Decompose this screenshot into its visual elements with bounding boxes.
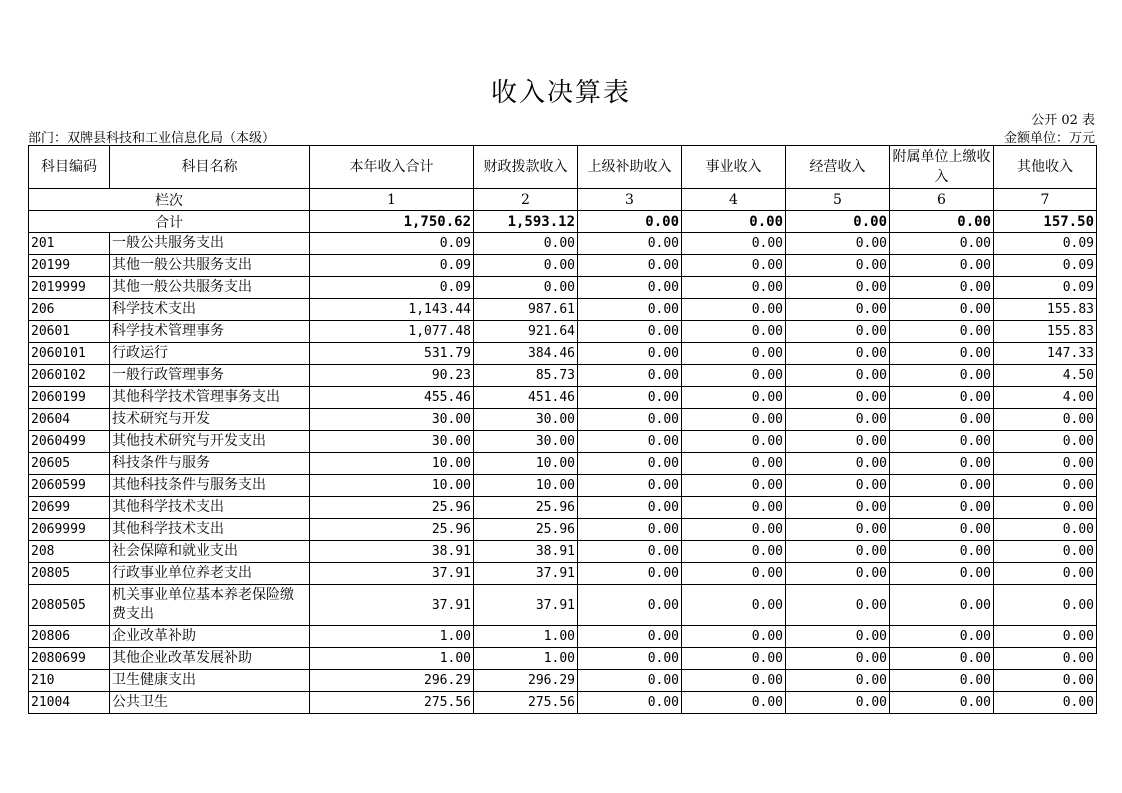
subject-name: 卫生健康支出 — [110, 670, 310, 692]
amount-cell: 0.00 — [578, 233, 682, 255]
subject-code: 20805 — [29, 563, 110, 585]
amount-cell: 0.00 — [786, 541, 890, 563]
amount-cell: 0.00 — [578, 299, 682, 321]
amount-cell: 0.00 — [786, 409, 890, 431]
subject-name: 其他技术研究与开发支出 — [110, 431, 310, 453]
header-cell: 事业收入 — [682, 146, 786, 189]
table-row — [29, 409, 1097, 431]
amount-cell: 0.00 — [578, 648, 682, 670]
table-row — [29, 387, 1097, 409]
amount-cell: 0.00 — [890, 563, 994, 585]
amount-cell: 0.00 — [890, 409, 994, 431]
subject-code: 201 — [29, 233, 110, 255]
amount-cell: 0.00 — [578, 431, 682, 453]
table-row — [29, 497, 1097, 519]
total-cell: 0.00 — [786, 211, 890, 233]
index-cell: 5 — [786, 189, 890, 211]
amount-cell: 0.00 — [786, 321, 890, 343]
index-cell: 7 — [994, 189, 1097, 211]
amount-cell: 0.09 — [310, 277, 474, 299]
amount-cell: 0.00 — [994, 626, 1097, 648]
subject-code: 20806 — [29, 626, 110, 648]
amount-cell: 0.00 — [890, 453, 994, 475]
amount-cell: 0.00 — [786, 365, 890, 387]
table-row — [29, 692, 1097, 714]
amount-cell: 0.00 — [682, 321, 786, 343]
table-row — [29, 299, 1097, 321]
amount-cell: 0.00 — [994, 431, 1097, 453]
subject-code: 2080699 — [29, 648, 110, 670]
total-label: 合计 — [29, 211, 310, 233]
amount-cell: 0.00 — [786, 453, 890, 475]
table-row — [29, 670, 1097, 692]
amount-cell: 0.00 — [890, 475, 994, 497]
amount-cell: 85.73 — [474, 365, 578, 387]
amount-cell: 30.00 — [474, 431, 578, 453]
amount-cell: 37.91 — [310, 563, 474, 585]
amount-cell: 0.00 — [578, 343, 682, 365]
amount-cell: 0.00 — [890, 343, 994, 365]
amount-cell: 0.09 — [310, 233, 474, 255]
subject-name: 一般行政管理事务 — [110, 365, 310, 387]
amount-unit-label: 金额单位：万元 — [1003, 131, 1095, 146]
subject-code: 20604 — [29, 409, 110, 431]
amount-cell: 0.00 — [890, 365, 994, 387]
amount-cell: 155.83 — [994, 299, 1097, 321]
table-row — [29, 475, 1097, 497]
amount-cell: 275.56 — [310, 692, 474, 714]
amount-cell: 0.00 — [786, 497, 890, 519]
index-cell: 3 — [578, 189, 682, 211]
subject-code: 206 — [29, 299, 110, 321]
amount-cell: 0.00 — [682, 626, 786, 648]
table-row — [29, 453, 1097, 475]
amount-cell: 0.00 — [994, 648, 1097, 670]
header-cell: 科目名称 — [110, 146, 310, 189]
amount-cell: 0.00 — [578, 409, 682, 431]
subject-name: 其他一般公共服务支出 — [110, 255, 310, 277]
amount-cell: 0.00 — [890, 321, 994, 343]
amount-cell: 0.00 — [786, 431, 890, 453]
subject-name: 行政事业单位养老支出 — [110, 563, 310, 585]
amount-cell: 0.00 — [994, 475, 1097, 497]
amount-cell: 0.00 — [786, 585, 890, 626]
header-cell: 上级补助收入 — [578, 146, 682, 189]
total-cell: 0.00 — [890, 211, 994, 233]
amount-cell: 0.00 — [682, 277, 786, 299]
amount-cell: 0.00 — [890, 387, 994, 409]
amount-cell: 10.00 — [474, 453, 578, 475]
amount-cell: 1,077.48 — [310, 321, 474, 343]
form-number: 公开 02 表 — [1031, 113, 1095, 128]
amount-cell: 0.00 — [890, 648, 994, 670]
table-row — [29, 343, 1097, 365]
index-cell: 2 — [474, 189, 578, 211]
amount-cell: 0.00 — [578, 497, 682, 519]
amount-cell: 10.00 — [474, 475, 578, 497]
amount-cell: 0.00 — [682, 409, 786, 431]
amount-cell: 0.00 — [578, 277, 682, 299]
total-row — [29, 211, 1097, 233]
amount-cell: 531.79 — [310, 343, 474, 365]
header-row — [29, 146, 1097, 189]
amount-cell: 0.00 — [890, 299, 994, 321]
subject-name: 科学技术支出 — [110, 299, 310, 321]
amount-cell: 0.00 — [682, 563, 786, 585]
amount-cell: 37.91 — [310, 585, 474, 626]
amount-cell: 4.00 — [994, 387, 1097, 409]
amount-cell: 0.00 — [682, 648, 786, 670]
amount-cell: 0.00 — [578, 255, 682, 277]
subject-name: 社会保障和就业支出 — [110, 541, 310, 563]
subject-code: 20601 — [29, 321, 110, 343]
amount-cell: 0.00 — [682, 475, 786, 497]
amount-cell: 0.00 — [474, 277, 578, 299]
subject-name: 公共卫生 — [110, 692, 310, 714]
table-row — [29, 255, 1097, 277]
amount-cell: 0.00 — [994, 497, 1097, 519]
amount-cell: 0.00 — [890, 626, 994, 648]
amount-cell: 0.00 — [786, 648, 890, 670]
amount-cell: 0.00 — [994, 541, 1097, 563]
amount-cell: 0.00 — [578, 541, 682, 563]
subject-code: 20605 — [29, 453, 110, 475]
subject-name: 科技条件与服务 — [110, 453, 310, 475]
amount-cell: 4.50 — [994, 365, 1097, 387]
table-row — [29, 277, 1097, 299]
total-cell: 0.00 — [682, 211, 786, 233]
header-cell: 附属单位上缴收入 — [890, 146, 994, 189]
subject-name: 其他科学技术管理事务支出 — [110, 387, 310, 409]
amount-cell: 0.00 — [682, 255, 786, 277]
amount-cell: 0.00 — [786, 563, 890, 585]
amount-cell: 0.00 — [682, 453, 786, 475]
amount-cell: 0.00 — [578, 692, 682, 714]
amount-cell: 1,143.44 — [310, 299, 474, 321]
amount-cell: 0.00 — [994, 409, 1097, 431]
amount-cell: 0.00 — [578, 670, 682, 692]
subject-name: 企业改革补助 — [110, 626, 310, 648]
amount-cell: 0.00 — [786, 387, 890, 409]
amount-cell: 0.00 — [682, 497, 786, 519]
amount-cell: 25.96 — [310, 497, 474, 519]
amount-cell: 0.00 — [994, 692, 1097, 714]
table-row — [29, 431, 1097, 453]
table-row — [29, 233, 1097, 255]
amount-cell: 0.00 — [786, 475, 890, 497]
amount-cell: 0.00 — [786, 670, 890, 692]
index-cell: 4 — [682, 189, 786, 211]
amount-cell: 0.00 — [578, 387, 682, 409]
amount-cell: 0.00 — [890, 670, 994, 692]
subject-name: 机关事业单位基本养老保险缴费支出 — [110, 585, 310, 626]
amount-cell: 1.00 — [310, 648, 474, 670]
amount-cell: 90.23 — [310, 365, 474, 387]
total-cell: 1,750.62 — [310, 211, 474, 233]
amount-cell: 30.00 — [310, 431, 474, 453]
amount-cell: 0.00 — [786, 692, 890, 714]
amount-cell: 296.29 — [474, 670, 578, 692]
subject-code: 2080505 — [29, 585, 110, 626]
subject-code: 210 — [29, 670, 110, 692]
amount-cell: 987.61 — [474, 299, 578, 321]
header-cell: 其他收入 — [994, 146, 1097, 189]
amount-cell: 147.33 — [994, 343, 1097, 365]
amount-cell: 0.00 — [994, 563, 1097, 585]
amount-cell: 37.91 — [474, 585, 578, 626]
table-row — [29, 648, 1097, 670]
subject-code: 2060199 — [29, 387, 110, 409]
table-row — [29, 585, 1097, 626]
amount-cell: 37.91 — [474, 563, 578, 585]
amount-cell: 0.00 — [578, 365, 682, 387]
amount-cell: 455.46 — [310, 387, 474, 409]
subject-name: 一般公共服务支出 — [110, 233, 310, 255]
subject-code: 2060599 — [29, 475, 110, 497]
subject-name: 科学技术管理事务 — [110, 321, 310, 343]
amount-cell: 275.56 — [474, 692, 578, 714]
subject-name: 其他一般公共服务支出 — [110, 277, 310, 299]
amount-cell: 0.00 — [578, 475, 682, 497]
header-cell: 经营收入 — [786, 146, 890, 189]
amount-cell: 1.00 — [310, 626, 474, 648]
amount-cell: 0.00 — [682, 585, 786, 626]
amount-cell: 0.00 — [682, 387, 786, 409]
amount-cell: 0.00 — [994, 585, 1097, 626]
amount-cell: 0.00 — [578, 563, 682, 585]
amount-cell: 0.00 — [682, 519, 786, 541]
subject-code: 21004 — [29, 692, 110, 714]
amount-cell: 0.09 — [994, 277, 1097, 299]
total-cell: 1,593.12 — [474, 211, 578, 233]
amount-cell: 38.91 — [474, 541, 578, 563]
amount-cell: 0.00 — [682, 431, 786, 453]
amount-cell: 0.00 — [682, 233, 786, 255]
amount-cell: 10.00 — [310, 475, 474, 497]
amount-cell: 0.00 — [890, 541, 994, 563]
amount-cell: 1.00 — [474, 626, 578, 648]
amount-cell: 0.00 — [682, 343, 786, 365]
amount-cell: 38.91 — [310, 541, 474, 563]
amount-cell: 0.00 — [786, 299, 890, 321]
amount-cell: 0.00 — [786, 343, 890, 365]
table-row — [29, 626, 1097, 648]
total-cell: 157.50 — [994, 211, 1097, 233]
amount-cell: 0.00 — [578, 519, 682, 541]
header-cell: 本年收入合计 — [310, 146, 474, 189]
amount-cell: 0.00 — [786, 277, 890, 299]
amount-cell: 0.00 — [786, 519, 890, 541]
subject-name: 其他企业改革发展补助 — [110, 648, 310, 670]
amount-cell: 0.00 — [578, 453, 682, 475]
amount-cell: 0.00 — [682, 692, 786, 714]
amount-cell: 0.00 — [578, 321, 682, 343]
amount-cell: 155.83 — [994, 321, 1097, 343]
amount-cell: 0.00 — [994, 519, 1097, 541]
table-row — [29, 541, 1097, 563]
subject-name: 技术研究与开发 — [110, 409, 310, 431]
table-row — [29, 365, 1097, 387]
amount-cell: 30.00 — [474, 409, 578, 431]
index-cell: 6 — [890, 189, 994, 211]
header-cell: 科目编码 — [29, 146, 110, 189]
subject-name: 行政运行 — [110, 343, 310, 365]
amount-cell: 0.00 — [890, 255, 994, 277]
header-cell: 财政拨款收入 — [474, 146, 578, 189]
subject-code: 2069999 — [29, 519, 110, 541]
table-row — [29, 321, 1097, 343]
amount-cell: 0.00 — [682, 365, 786, 387]
amount-cell: 0.09 — [994, 255, 1097, 277]
amount-cell: 384.46 — [474, 343, 578, 365]
subject-name: 其他科学技术支出 — [110, 519, 310, 541]
amount-cell: 25.96 — [310, 519, 474, 541]
subject-code: 20199 — [29, 255, 110, 277]
subject-code: 2060499 — [29, 431, 110, 453]
amount-cell: 0.09 — [310, 255, 474, 277]
subject-name: 其他科学技术支出 — [110, 497, 310, 519]
amount-cell: 0.00 — [890, 497, 994, 519]
department-label: 部门：双牌县科技和工业信息化局（本级） — [28, 131, 276, 146]
amount-cell: 0.00 — [890, 519, 994, 541]
amount-cell: 0.00 — [994, 453, 1097, 475]
amount-cell: 0.00 — [578, 585, 682, 626]
amount-cell: 0.00 — [786, 626, 890, 648]
amount-cell: 0.00 — [682, 299, 786, 321]
total-cell: 0.00 — [578, 211, 682, 233]
amount-cell: 0.00 — [578, 626, 682, 648]
amount-cell: 0.00 — [682, 541, 786, 563]
subject-code: 2019999 — [29, 277, 110, 299]
table-row — [29, 563, 1097, 585]
amount-cell: 0.09 — [994, 233, 1097, 255]
amount-cell: 0.00 — [890, 585, 994, 626]
amount-cell: 0.00 — [786, 255, 890, 277]
subject-code: 20699 — [29, 497, 110, 519]
amount-cell: 0.00 — [890, 431, 994, 453]
page-title: 收入决算表 — [490, 78, 631, 108]
index-row — [29, 189, 1097, 211]
subject-code: 2060102 — [29, 365, 110, 387]
amount-cell: 296.29 — [310, 670, 474, 692]
amount-cell: 921.64 — [474, 321, 578, 343]
amount-cell: 0.00 — [890, 277, 994, 299]
index-cell: 1 — [310, 189, 474, 211]
amount-cell: 30.00 — [310, 409, 474, 431]
subject-code: 208 — [29, 541, 110, 563]
amount-cell: 25.96 — [474, 519, 578, 541]
amount-cell: 0.00 — [682, 670, 786, 692]
subject-name: 其他科技条件与服务支出 — [110, 475, 310, 497]
amount-cell: 10.00 — [310, 453, 474, 475]
amount-cell: 0.00 — [890, 692, 994, 714]
amount-cell: 0.00 — [786, 233, 890, 255]
amount-cell: 0.00 — [890, 233, 994, 255]
index-label: 栏次 — [29, 189, 310, 211]
amount-cell: 451.46 — [474, 387, 578, 409]
amount-cell: 1.00 — [474, 648, 578, 670]
amount-cell: 0.00 — [994, 670, 1097, 692]
table-row — [29, 519, 1097, 541]
subject-code: 2060101 — [29, 343, 110, 365]
income-table — [28, 145, 1097, 714]
amount-cell: 0.00 — [474, 255, 578, 277]
amount-cell: 25.96 — [474, 497, 578, 519]
amount-cell: 0.00 — [474, 233, 578, 255]
